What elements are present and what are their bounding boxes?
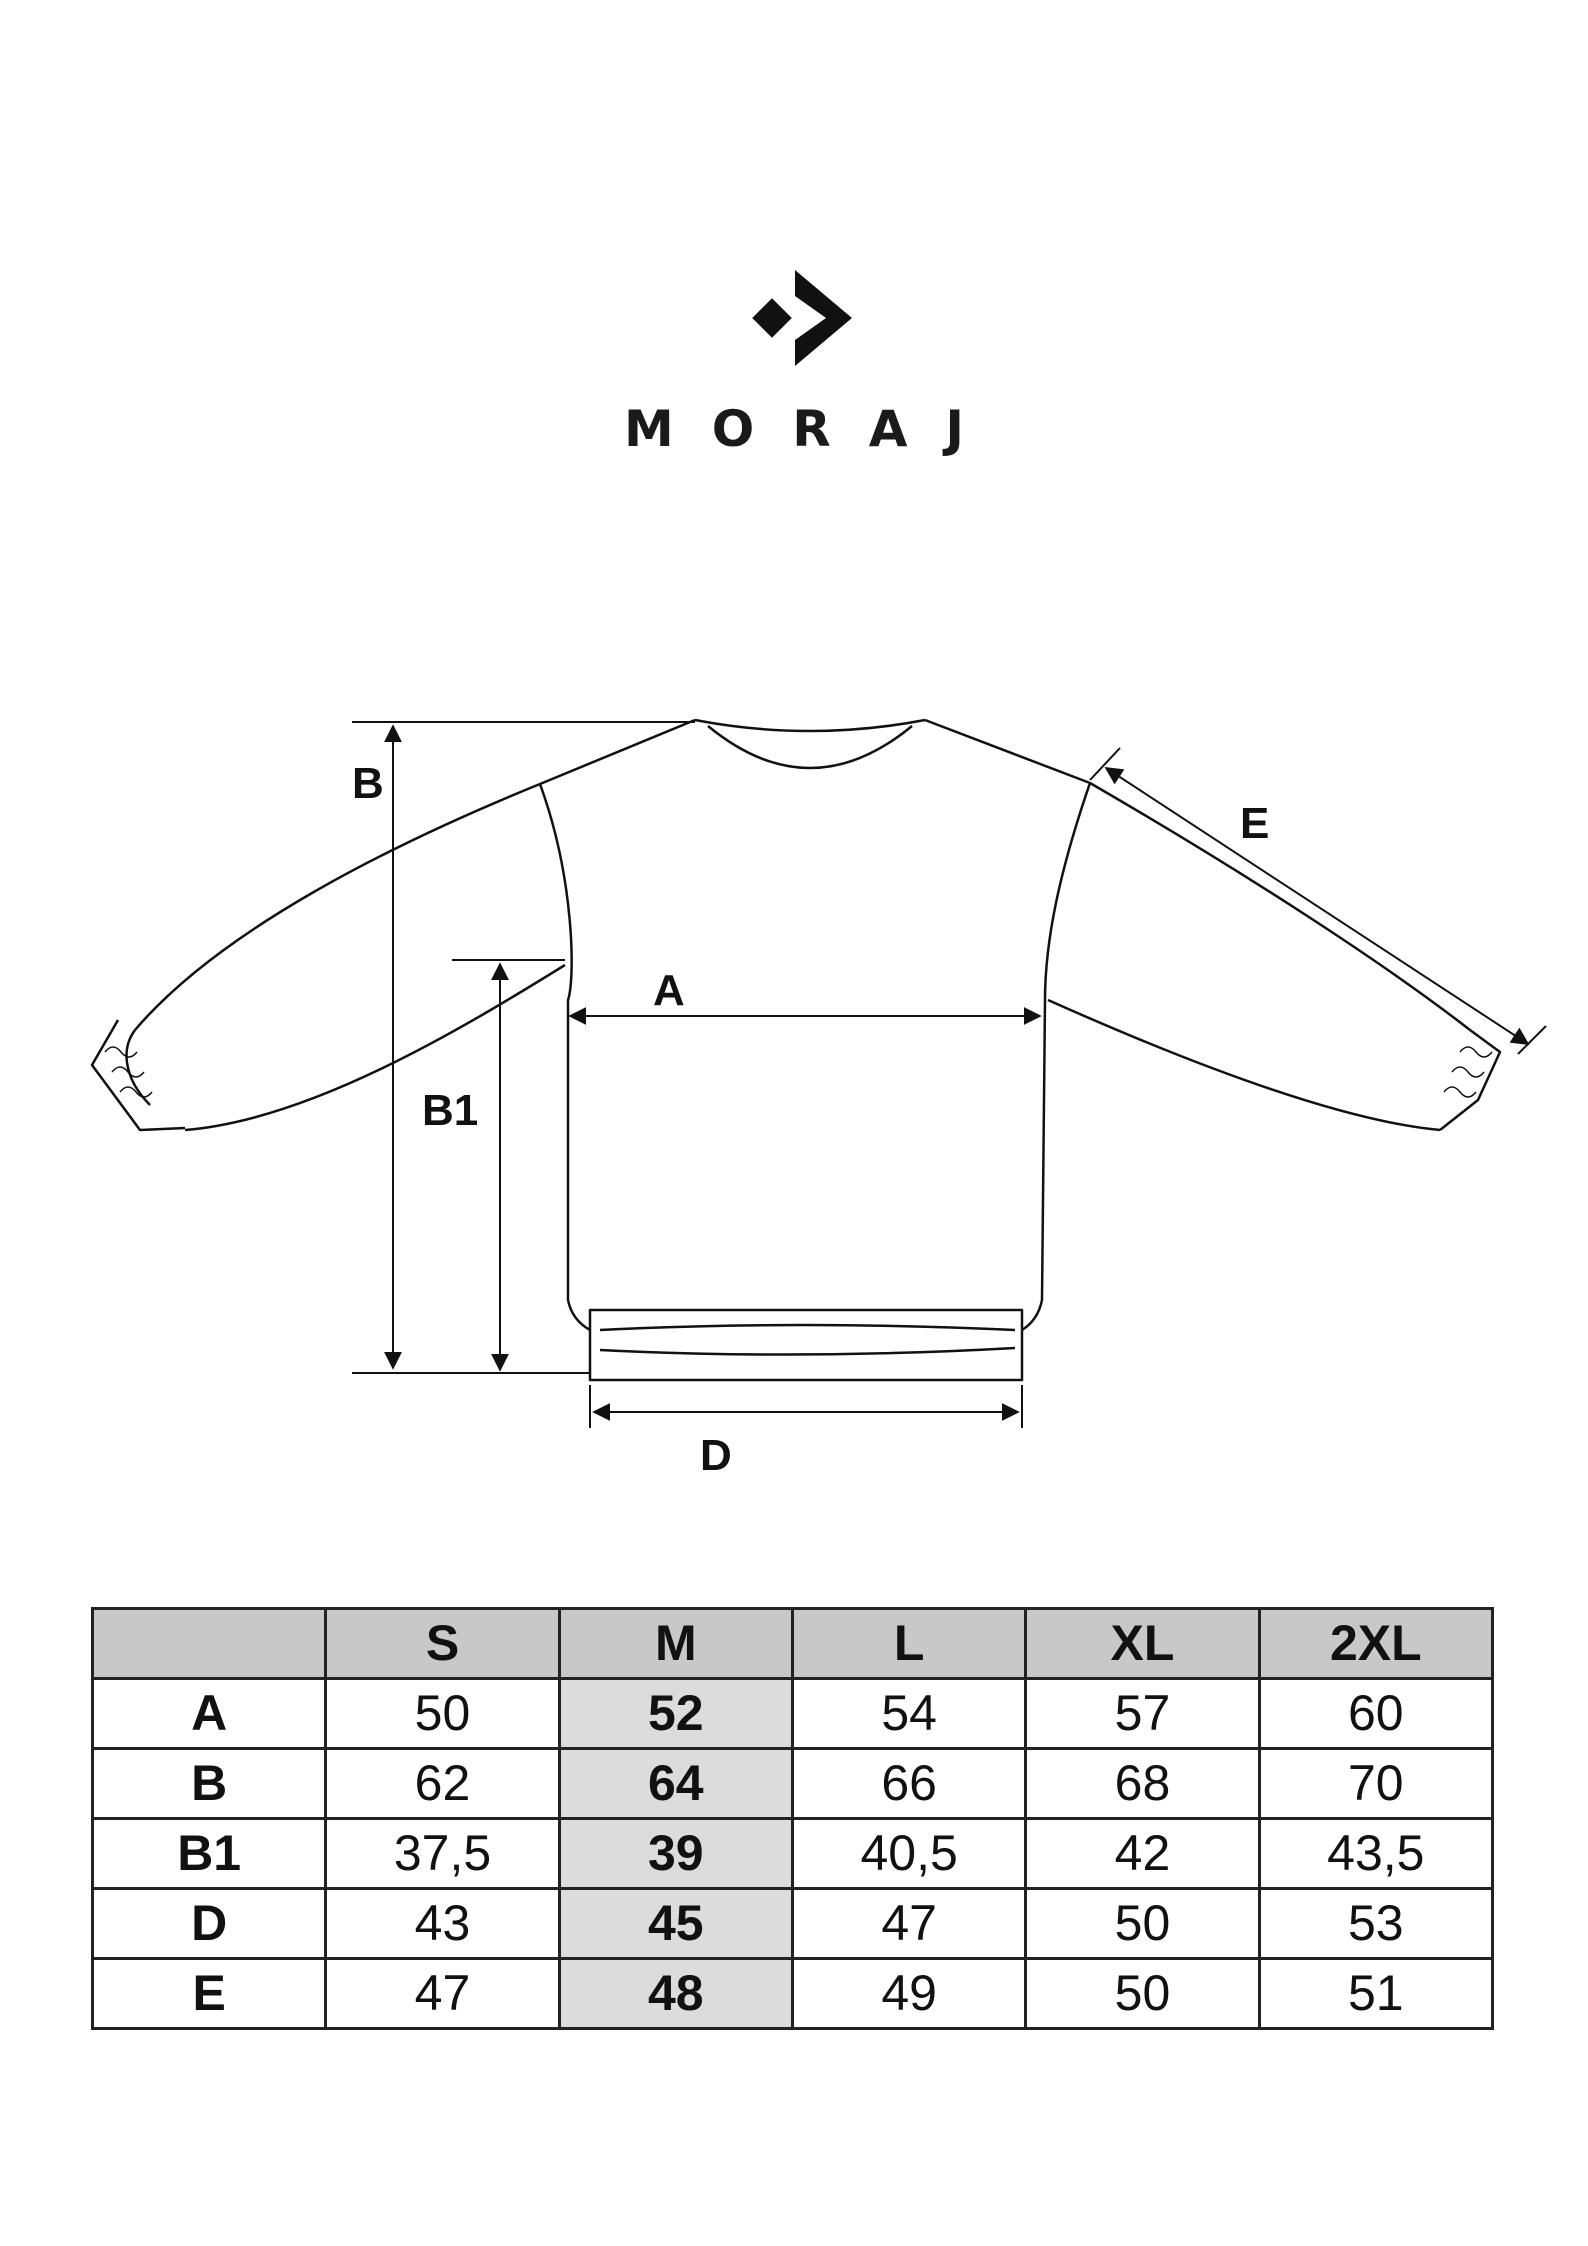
table-cell-highlighted: 39: [559, 1819, 792, 1889]
header-size: 2XL: [1259, 1609, 1492, 1679]
table-cell: 60: [1259, 1679, 1492, 1749]
label-a: A: [653, 966, 685, 1015]
label-b: B: [352, 759, 384, 808]
brand-name: MORAJ: [623, 400, 1003, 458]
sweatshirt-outline: [92, 720, 1500, 1380]
table-cell: 49: [792, 1959, 1025, 2029]
table-cell-highlighted: 64: [559, 1749, 792, 1819]
label-e: E: [1240, 799, 1270, 848]
table-row: [93, 1819, 1493, 1889]
table-cell: 47: [326, 1959, 559, 2029]
row-label: D: [93, 1889, 326, 1959]
size-chart-table: [91, 1607, 1494, 2030]
table-row: [93, 1889, 1493, 1959]
table-cell-highlighted: 45: [559, 1889, 792, 1959]
header-corner: [93, 1609, 326, 1679]
table-cell: 50: [1026, 1889, 1259, 1959]
table-cell: 50: [326, 1679, 559, 1749]
table-cell-highlighted: 52: [559, 1679, 792, 1749]
table-cell: 51: [1259, 1959, 1492, 2029]
table-row: [93, 1679, 1493, 1749]
table-cell: 53: [1259, 1889, 1492, 1959]
header-size: L: [792, 1609, 1025, 1679]
header-size: S: [326, 1609, 559, 1679]
row-label: E: [93, 1959, 326, 2029]
dimension-e: [1090, 748, 1546, 1054]
table-cell: 43: [326, 1889, 559, 1959]
dimension-d: [590, 1385, 1022, 1428]
table-cell: 57: [1026, 1679, 1259, 1749]
label-b1: B1: [422, 1086, 479, 1135]
table-cell: 62: [326, 1749, 559, 1819]
table-row: [93, 1749, 1493, 1819]
table-cell: 50: [1026, 1959, 1259, 2029]
sweatshirt-measurement-diagram: [0, 680, 1588, 1520]
table-cell-highlighted: 48: [559, 1959, 792, 2029]
cuff-ribbing: [105, 1047, 1492, 1097]
table-row: [93, 1959, 1493, 2029]
dimension-b: [352, 722, 695, 1373]
table-cell: 66: [792, 1749, 1025, 1819]
table-cell: 70: [1259, 1749, 1492, 1819]
table-cell: 40,5: [792, 1819, 1025, 1889]
table-header-row: [93, 1609, 1493, 1679]
header-size: XL: [1026, 1609, 1259, 1679]
row-label: B: [93, 1749, 326, 1819]
table-cell: 68: [1026, 1749, 1259, 1819]
table-cell: 37,5: [326, 1819, 559, 1889]
table-cell: 43,5: [1259, 1819, 1492, 1889]
header-size: M: [559, 1609, 792, 1679]
table-cell: 42: [1026, 1819, 1259, 1889]
label-d: D: [700, 1431, 732, 1480]
table-cell: 47: [792, 1889, 1025, 1959]
table-cell: 54: [792, 1679, 1025, 1749]
row-label: A: [93, 1679, 326, 1749]
row-label: B1: [93, 1819, 326, 1889]
